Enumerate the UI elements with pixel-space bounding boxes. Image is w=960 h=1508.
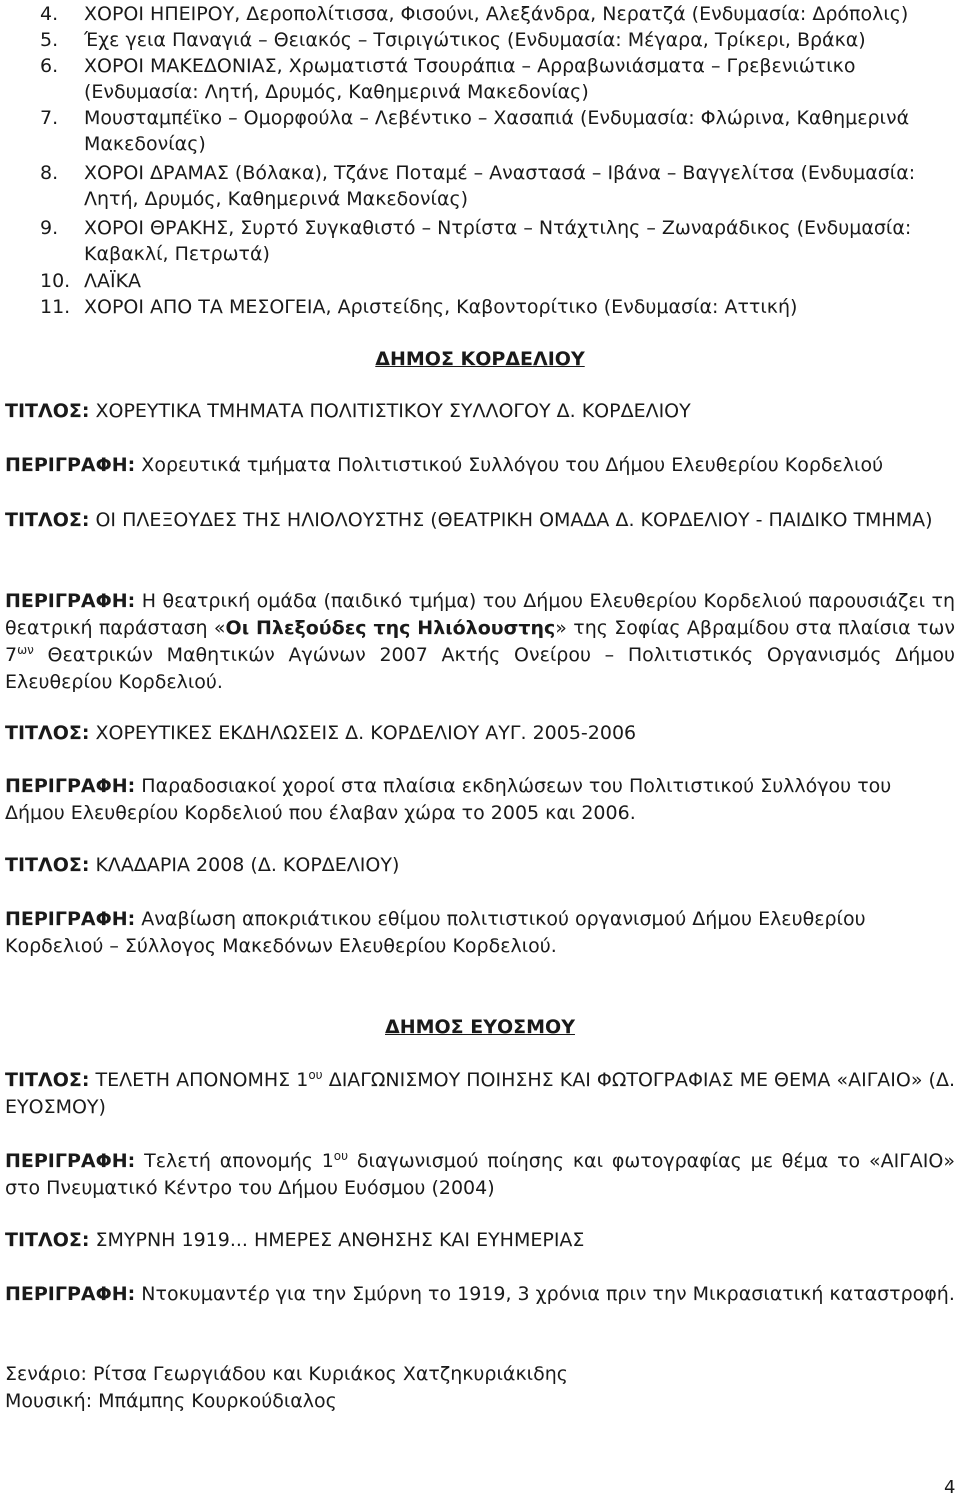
entry-text: Χορευτικά τμήματα Πολιτιστικού Συλλόγου του Δήμου Ελευθερίου Κορδελιού — [135, 454, 884, 476]
list-number: 10. — [40, 270, 71, 292]
title-entry — [5, 720, 955, 747]
entry-label: ΠΕΡΙΓΡΑΦΗ: — [5, 1283, 136, 1305]
entry-text: Τελετή απονομής 1 — [135, 1150, 334, 1172]
ordinal-suffix: ων — [17, 643, 34, 657]
entry-text: » της Σοφίας Αβραμίδου στα πλαίσια των 7 — [5, 617, 955, 666]
entry-label: ΠΕΡΙΓΡΑΦΗ: — [5, 1150, 136, 1172]
entry-text: ΧΟΡΕΥΤΙΚΕΣ ΕΚΔΗΛΩΣΕΙΣ Δ. ΚΟΡΔΕΛΙΟΥ ΑΥΓ. 2005-2006 — [89, 722, 637, 744]
list-item — [40, 294, 955, 320]
list-number: 9. — [40, 217, 59, 239]
section-heading: ΔΗΜΟΣ ΕΥΟΣΜΟΥ — [385, 1016, 575, 1038]
entry-text: Θεατρικών Μαθητικών Αγώνων 2007 Ακτής Ονείρου – Πολιτιστικός Οργανισμός Δήμου Ελευθερίου Κορδελιού. — [5, 644, 955, 693]
entry-label: ΤΙΤΛΟΣ: — [5, 509, 90, 531]
title-entry — [5, 1227, 955, 1254]
list-text: Μουσταμπέϊκο – Ομορφούλα – Λεβέντικο – Χασαπιά (Ενδυμασία: Φλώρινα, Καθημερινά Μακεδονίας) — [84, 107, 910, 155]
title-entry — [5, 1067, 955, 1121]
entry-label: ΤΙΤΛΟΣ: — [5, 722, 90, 744]
list-number: 11. — [40, 296, 71, 318]
music-credit: Μουσική: Μπάμπης Κουρκούδιαλος — [5, 1390, 337, 1412]
list-text: ΧΟΡΟΙ ΗΠΕΙΡΟΥ, Δεροπολίτισσα, Φισούνι, Αλεξάνδρα, Νερατζά (Ενδυμασία: Δρόπολις) — [84, 3, 909, 25]
list-text: ΧΟΡΟΙ ΜΑΚΕΔΟΝΙΑΣ, Χρωματιστά Τσουράπια – Αρραβωνιάσματα – Γρεβενιώτικο (Ενδυμασία: Λητή, Δρυμός, Καθημερινά Μακεδονίας) — [84, 55, 856, 103]
list-item — [40, 160, 955, 212]
entry-label: ΤΙΤΛΟΣ: — [5, 400, 90, 422]
entry-text: ΔΙΑΓΩΝΙΣΜΟΥ ΠΟΙΗΣΗΣ ΚΑΙ ΦΩΤΟΓΡΑΦΙΑΣ ΜΕ ΘΕΜΑ «ΑΙΓΑΙΟ» (Δ. ΕΥΟΣΜΟΥ) — [5, 1069, 955, 1118]
description-entry — [5, 1148, 955, 1202]
screenplay-credit: Σενάριο: Ρίτσα Γεωργιάδου και Κυριάκος Χατζηκυριάκιδης — [5, 1363, 568, 1385]
title-entry — [5, 852, 955, 879]
page-number: 4 — [944, 1477, 956, 1498]
entry-text: ΧΟΡΕΥΤΙΚΑ ΤΜΗΜΑΤΑ ΠΟΛΙΤΙΣΤΙΚΟΥ ΣΥΛΛΟΓΟΥ Δ. ΚΟΡΔΕΛΙΟΥ — [89, 400, 691, 422]
list-number: 7. — [40, 107, 59, 129]
list-item — [40, 1, 955, 27]
entry-text: Παραδοσιακοί χοροί στα πλαίσια εκδηλώσεων του Πολιτιστικού Συλλόγου του Δήμου Ελευθερίου Κορδελιού που έλαβαν χώρα το 2005 και 2006. — [5, 775, 892, 824]
ordinal-suffix: ου — [308, 1068, 323, 1082]
entry-label: ΤΙΤΛΟΣ: — [5, 1229, 90, 1251]
list-number: 5. — [40, 29, 59, 51]
entry-text: ΣΜΥΡΝΗ 1919... ΗΜΕΡΕΣ ΑΝΘΗΣΗΣ ΚΑΙ ΕΥΗΜΕΡΙΑΣ — [89, 1229, 585, 1251]
entry-label: ΠΕΡΙΓΡΑΦΗ: — [5, 454, 136, 476]
list-item — [40, 215, 955, 267]
list-number: 6. — [40, 55, 59, 77]
list-item — [40, 268, 955, 294]
description-entry — [5, 452, 955, 479]
ordinal-suffix: ου — [333, 1149, 349, 1163]
list-text: Έχε γεια Παναγιά – Θειακός – Τσιριγώτικος (Ενδυμασία: Μέγαρα, Τρίκερι, Βράκα) — [84, 29, 866, 51]
description-entry — [5, 588, 955, 696]
list-number: 4. — [40, 3, 59, 25]
list-item — [40, 27, 955, 53]
entry-text: ΚΛΑΔΑΡΙΑ 2008 (Δ. ΚΟΡΔΕΛΙΟΥ) — [89, 854, 400, 876]
list-item — [40, 105, 955, 157]
title-entry — [5, 507, 955, 534]
section-heading: ΔΗΜΟΣ ΚΟΡΔΕΛΙΟΥ — [375, 348, 585, 370]
entry-label: ΠΕΡΙΓΡΑΦΗ: — [5, 908, 136, 930]
entry-text: ΤΕΛΕΤΗ ΑΠΟΝΟΜΗΣ 1 — [89, 1069, 309, 1091]
description-entry — [5, 906, 955, 960]
entry-label: ΠΕΡΙΓΡΑΦΗ: — [5, 775, 136, 797]
entry-text: Αναβίωση αποκριάτικου εθίμου πολιτιστικού οργανισμού Δήμου Ελευθερίου Κορδελιού – Σύλλογος Μακεδόνων Ελευθερίου Κορδελιού. — [5, 908, 866, 957]
entry-text: Ντοκυμαντέρ για την Σμύρνη το 1919, 3 χρόνια πριν την Μικρασιατική καταστροφή. — [135, 1283, 955, 1305]
description-entry — [5, 773, 955, 827]
entry-label: ΠΕΡΙΓΡΑΦΗ: — [5, 590, 136, 612]
entry-text: διαγωνισμού ποίησης και φωτογραφίας με θέμα το «ΑΙΓΑΙΟ» στο Πνευματικό Κέντρο του Δήμου Ευόσμου (2004) — [5, 1150, 955, 1199]
entry-text: Η θεατρική ομάδα (παιδικό τμήμα) του Δήμου Ελευθερίου Κορδελιού παρουσιάζει τη θεατρική παράσταση « — [5, 590, 955, 639]
entry-label: ΤΙΤΛΟΣ: — [5, 1069, 90, 1091]
list-number: 8. — [40, 162, 59, 184]
list-text: ΧΟΡΟΙ ΔΡΑΜΑΣ (Βόλακα), Τζάνε Ποταμέ – Αναστασά – Ιβάνα – Βαγγελίτσα (Ενδυμασία: Λητή, Δρυμός, Καθημερινά Μακεδονίας) — [84, 162, 916, 210]
list-text: ΧΟΡΟΙ ΑΠΟ ΤΑ ΜΕΣΟΓΕΙΑ, Αριστείδης, Καβοντορίτικο (Ενδυμασία: Αττική) — [84, 296, 798, 318]
entry-text: ΟΙ ΠΛΕΞΟΥΔΕΣ ΤΗΣ ΗΛΙΟΛΟΥΣΤΗΣ (ΘΕΑΤΡΙΚΗ ΟΜΑΔΑ Δ. ΚΟΡΔΕΛΙΟΥ - ΠΑΙΔΙΚΟ ΤΜΗΜΑ) — [89, 509, 933, 531]
entry-label: ΤΙΤΛΟΣ: — [5, 854, 90, 876]
list-text: ΛΑΪΚΑ — [84, 270, 142, 292]
title-entry — [5, 398, 955, 425]
list-text: ΧΟΡΟΙ ΘΡΑΚΗΣ, Συρτό Συγκαθιστό – Ντρίστα – Ντάχτιλης – Ζωναράδικος (Ενδυμασία: Καβακλί, Πετρωτά) — [84, 217, 912, 265]
list-item — [40, 53, 955, 105]
description-entry — [5, 1281, 955, 1308]
play-title: Οι Πλεξούδες της Ηλιόλουστης — [225, 617, 556, 639]
